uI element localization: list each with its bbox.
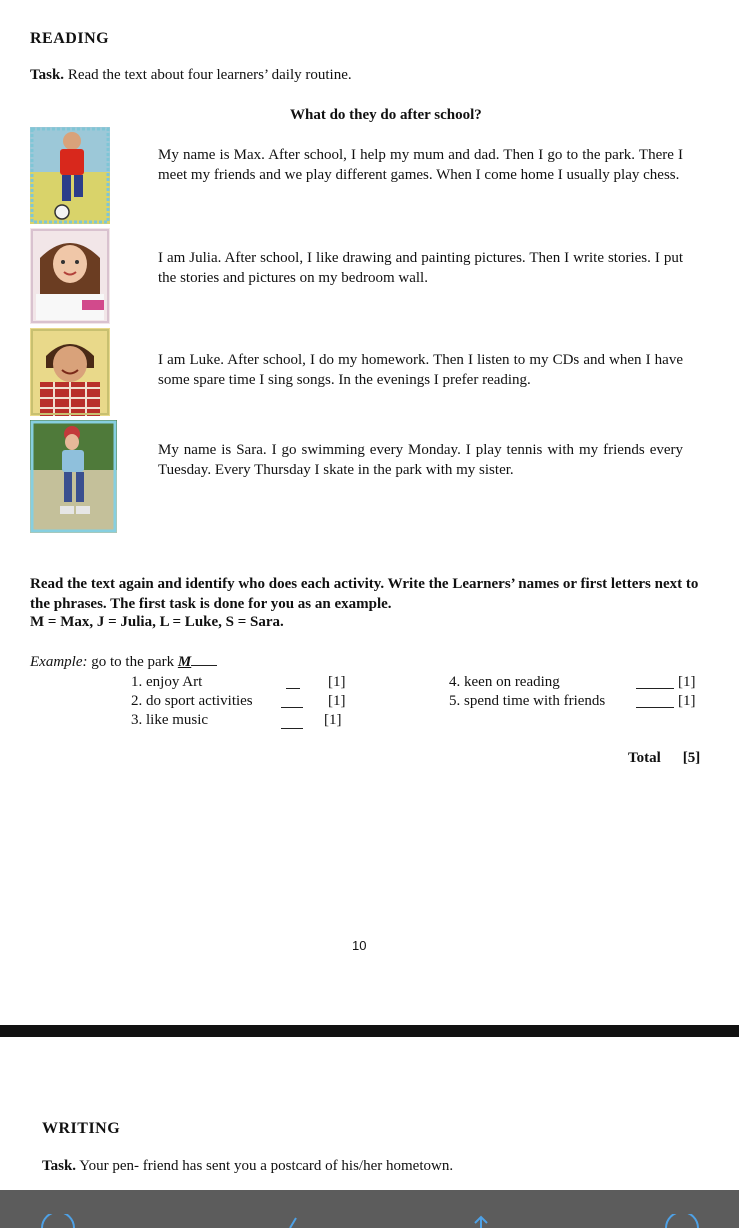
- answer-blank-5[interactable]: [636, 695, 674, 708]
- item-1: [131, 673, 202, 692]
- item-text: like music: [146, 712, 209, 728]
- item-number: 2.: [131, 693, 143, 709]
- writing-section-title: WRITING: [42, 1120, 121, 1137]
- reading-subtitle: What do they do after school?: [290, 107, 482, 123]
- item-number: 3.: [131, 712, 143, 728]
- girl-skating-photo: [30, 420, 117, 533]
- total-value: [5]: [682, 750, 701, 766]
- luke-paragraph: I am Luke. After school, I do my homework. Then I listen to my CDs and when I have some spare time I sing songs. In the evenings I prefer reading.: [158, 352, 683, 388]
- task-text: Your pen- friend has sent you a postcard of his/her hometown.: [76, 1158, 454, 1174]
- total-label: Total: [628, 750, 661, 766]
- item-number: 5.: [449, 693, 461, 709]
- bottom-toolbar: [0, 1190, 739, 1228]
- item-3-mark: [1]: [324, 712, 342, 728]
- item-number: 1.: [131, 674, 143, 690]
- menu-icon[interactable]: [662, 1214, 702, 1228]
- share-icon[interactable]: [38, 1214, 78, 1228]
- boy-music-photo: [30, 328, 110, 416]
- answer-blank-2[interactable]: [281, 695, 303, 708]
- sara-paragraph: My name is Sara. I go swimming every Monday. I play tennis with my friends every Tuesday. Every Thursday I skate in the park with my sister.: [158, 442, 683, 478]
- item-2: [131, 692, 253, 711]
- reading-section-title: READING: [30, 30, 110, 47]
- item-text: enjoy Art: [146, 674, 203, 690]
- answer-blank-1[interactable]: [286, 676, 300, 689]
- item-number: 4.: [449, 674, 461, 690]
- edit-icon[interactable]: [286, 1214, 300, 1228]
- item-text: do sport activities: [146, 693, 253, 709]
- max-paragraph: My name is Max. After school, I help my mum and dad. Then I go to the park. There I meet my friends and we play different games. When I come home I usually play chess.: [158, 147, 683, 183]
- writing-task: [42, 1158, 453, 1175]
- total-score: [628, 750, 700, 767]
- task-label: Task.: [42, 1158, 77, 1174]
- task-text: Read the text about four learners’ daily routine.: [64, 67, 352, 83]
- item-3: [131, 711, 208, 730]
- task-label: Task.: [30, 67, 65, 83]
- answer-blank-3[interactable]: [281, 716, 303, 729]
- example-blank: [191, 653, 217, 666]
- example-phrase: go to the park: [87, 654, 178, 670]
- item-4-mark: [1]: [678, 674, 696, 690]
- answer-blank-4[interactable]: [636, 676, 674, 689]
- item-text: spend time with friends: [464, 693, 606, 709]
- exercise-instructions: Read the text again and identify who does each activity. Write the Learners’ names or first letters next to the phrases. The first task is done for you as an example.: [30, 576, 699, 612]
- page-divider: [0, 1025, 739, 1037]
- item-5: [449, 692, 605, 711]
- example-line: [30, 653, 217, 671]
- item-text: keen on reading: [464, 674, 560, 690]
- julia-paragraph: I am Julia. After school, I like drawing and painting pictures. Then I write stories. I put the stories and pictures on my bedroom wall.: [158, 250, 683, 286]
- boy-football-photo: [30, 127, 110, 224]
- names-key: M = Max, J = Julia, L = Luke, S = Sara.: [30, 614, 284, 630]
- girl-painting-photo: [30, 228, 110, 324]
- item-1-mark: [1]: [328, 674, 346, 690]
- item-4: [449, 673, 560, 692]
- reading-task: [30, 67, 352, 84]
- example-label: Example:: [30, 654, 88, 670]
- page-number: 10: [352, 938, 367, 953]
- example-answer: M: [177, 654, 192, 670]
- item-5-mark: [1]: [678, 693, 696, 709]
- item-2-mark: [1]: [328, 693, 346, 709]
- upload-icon[interactable]: [472, 1214, 490, 1228]
